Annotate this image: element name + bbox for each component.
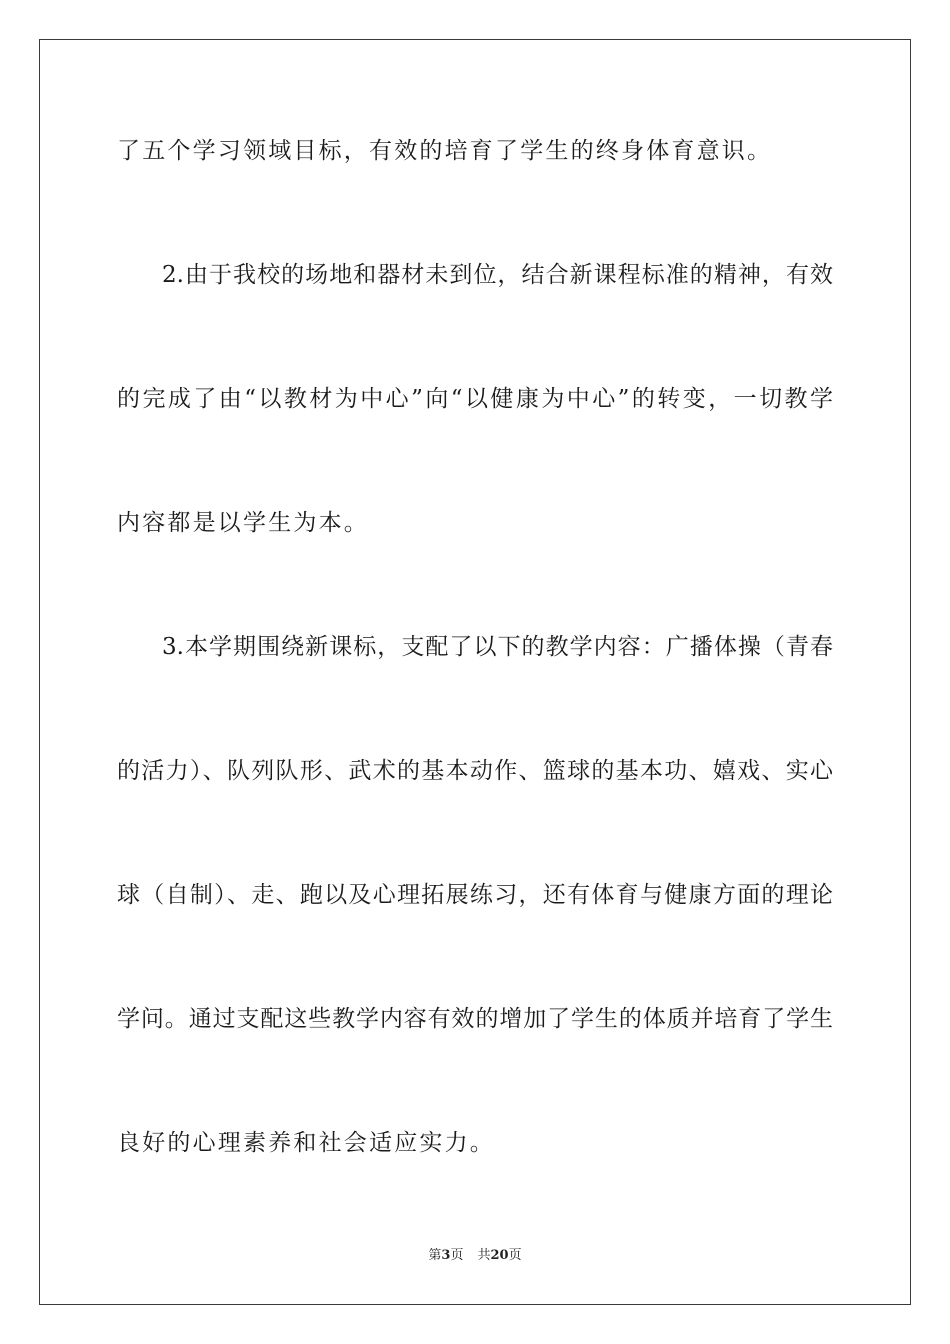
paragraph-line: 的活力）、队列队形、武术的基本动作、篮球的基本功、嬉戏、实心 (117, 758, 833, 784)
page-prefix: 第 (428, 1248, 442, 1263)
total-pages: 20 (490, 1248, 509, 1263)
paragraph-line: 良好的心理素养和社会适应实力。 (117, 1130, 495, 1156)
paragraph-line: 球（自制）、走、跑以及心理拓展练习，还有体育与健康方面的理论 (117, 882, 833, 908)
paragraph-line: 了五个学习领域目标，有效的培育了学生的终身体育意识。 (117, 138, 773, 164)
page-footer (0, 1247, 950, 1265)
paragraph-line: 的完成了由“以教材为中心”向“以健康为中心”的转变，一切教学 (117, 386, 833, 412)
paragraph-line: 2.由于我校的场地和器材未到位，结合新课程标准的精神，有效 (162, 262, 833, 288)
paragraph-line: 3.本学期围绕新课标，支配了以下的教学内容：广播体操（青春 (162, 634, 833, 660)
total-prefix: 共 (477, 1248, 491, 1263)
page-number: 3 (441, 1248, 451, 1263)
paragraph-line: 学问。通过支配这些教学内容有效的增加了学生的体质并培育了学生 (117, 1006, 833, 1032)
page-suffix: 页 (450, 1248, 464, 1263)
total-suffix: 页 (508, 1248, 522, 1263)
paragraph-line: 内容都是以学生为本。 (117, 510, 369, 536)
page-border (39, 39, 911, 1305)
